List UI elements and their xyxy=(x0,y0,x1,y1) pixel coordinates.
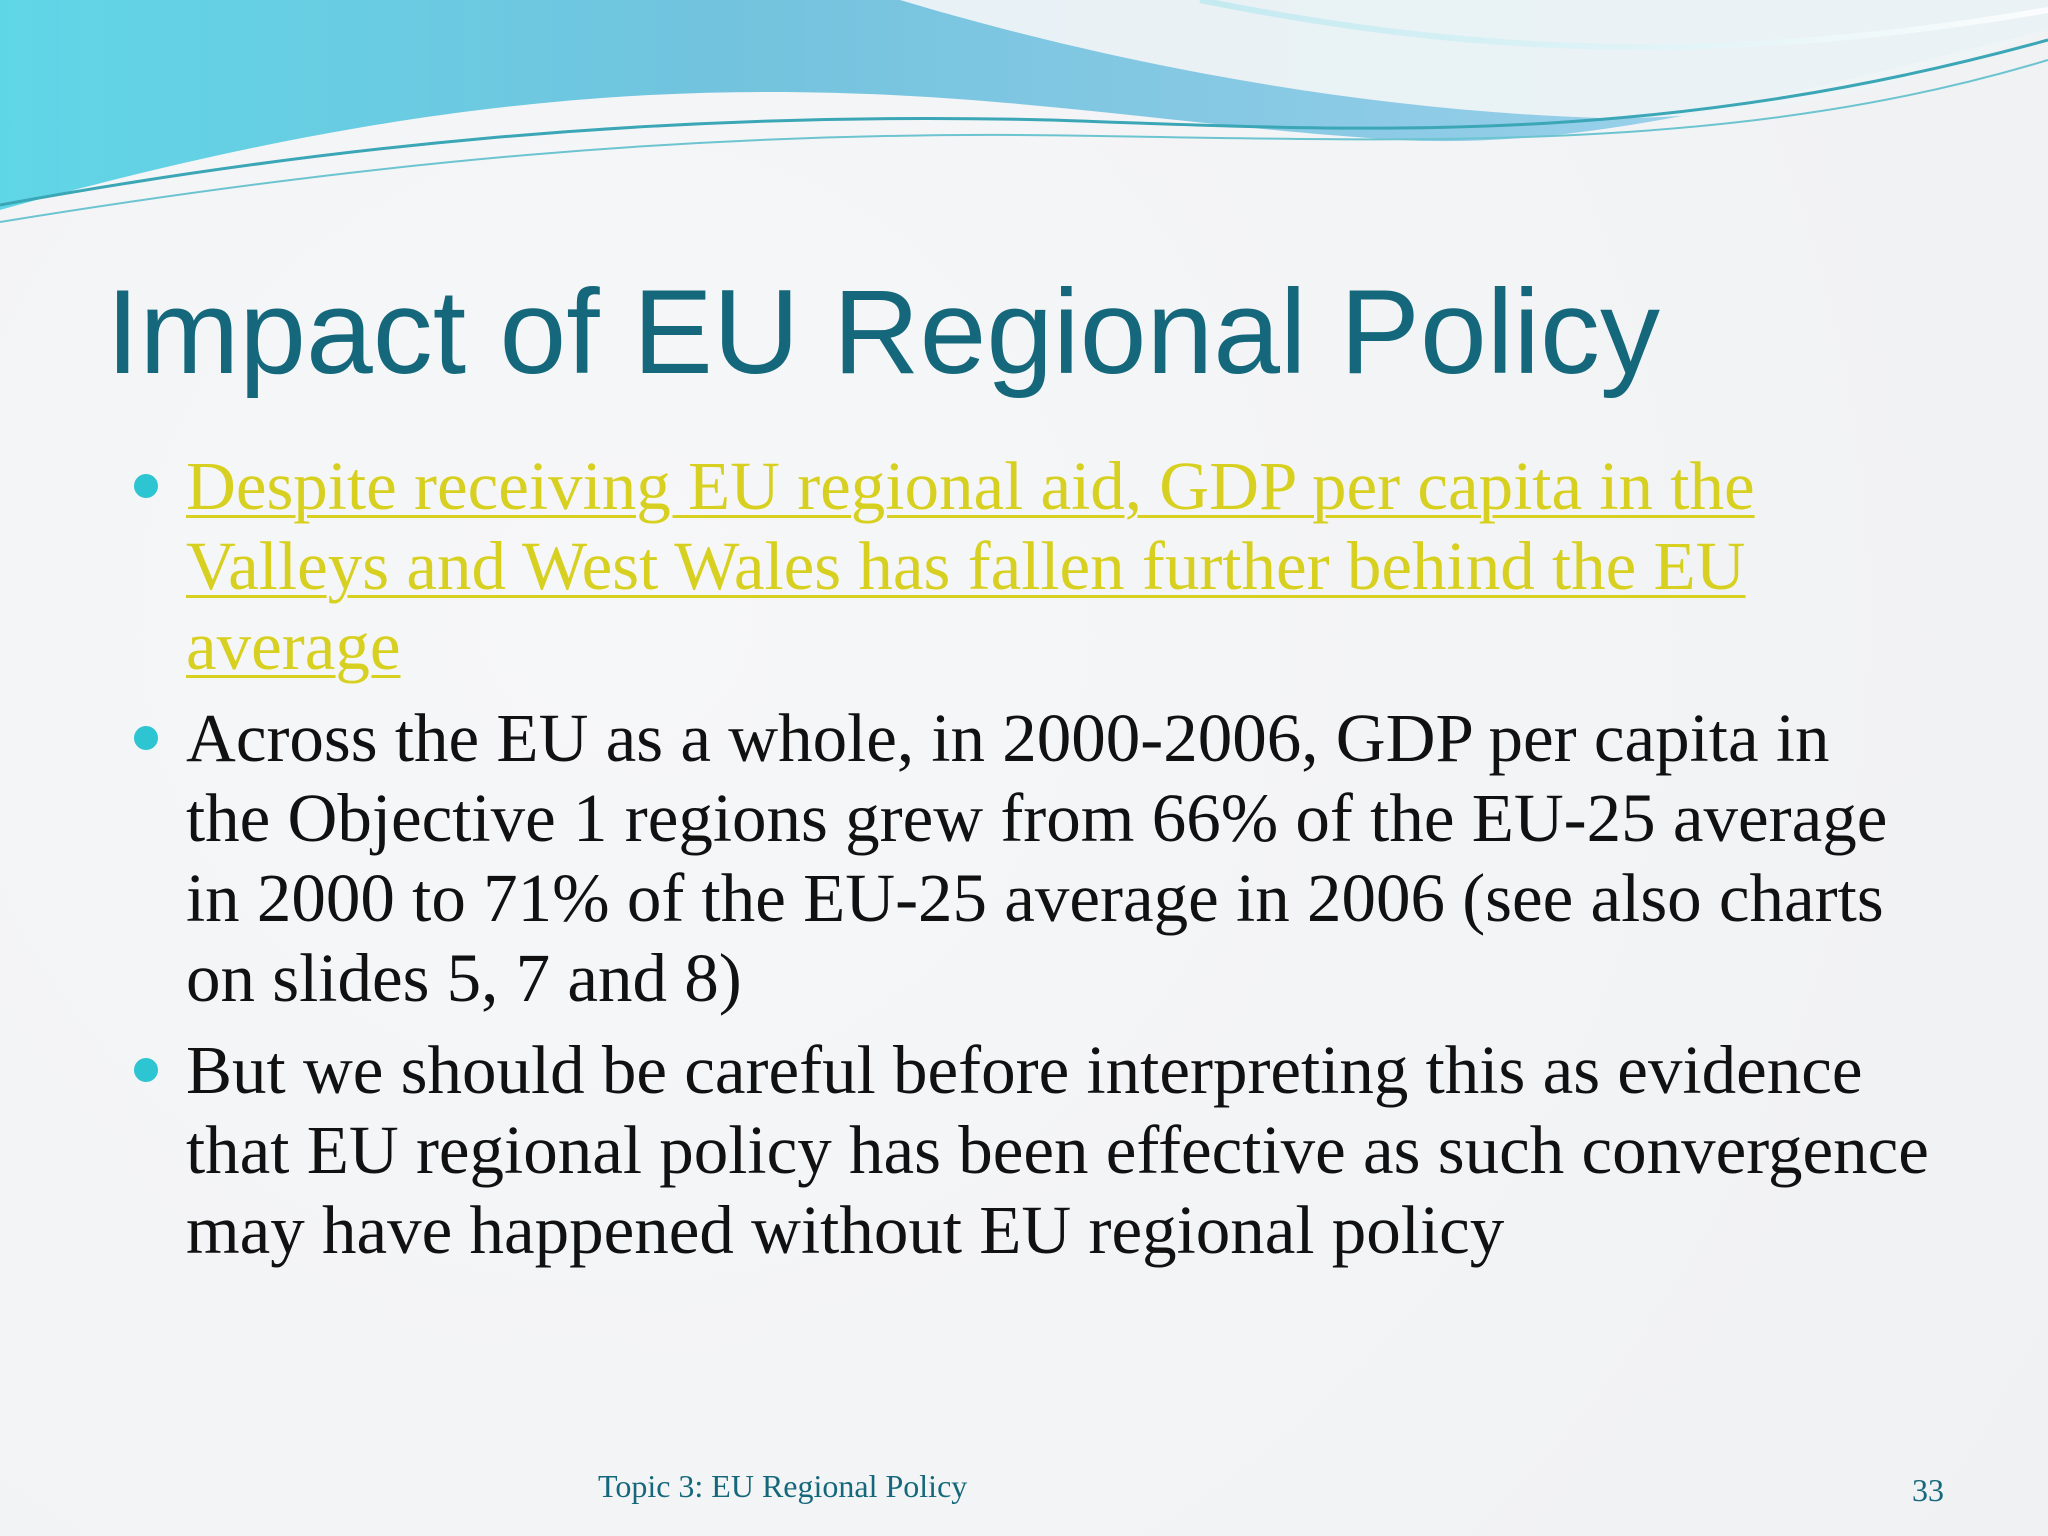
bullet-dot-icon xyxy=(134,1058,158,1082)
bullet-link[interactable]: Despite receiving EU regional aid, GDP per capita in the Valleys and West Wales has fallen further behind the EU average xyxy=(186,448,1755,684)
bullet-item xyxy=(130,1030,1930,1270)
bullet-text: But we should be careful before interpreting this as evidence that EU regional policy has been effective as such convergence may have happened without EU regional policy xyxy=(186,1032,1929,1268)
bullet-dot-icon xyxy=(134,474,158,498)
bullet-text: Across the EU as a whole, in 2000-2006, GDP per capita in the Objective 1 regions grew from 66% of the EU-25 average in 2000 to 71% of the EU-25 average in 2006 (see also charts on slides 5, 7 and 8) xyxy=(186,700,1888,1016)
footer-topic: Topic 3: EU Regional Policy xyxy=(598,1468,968,1504)
bullet-list xyxy=(130,446,1930,1282)
bullet-item xyxy=(130,446,1930,686)
bullet-dot-icon xyxy=(134,726,158,750)
bullet-item xyxy=(130,698,1930,1018)
slide-title: Impact of EU Regional Policy xyxy=(106,265,1661,399)
decorative-wave-header xyxy=(0,0,2048,240)
page-number: 33 xyxy=(1912,1472,1944,1508)
